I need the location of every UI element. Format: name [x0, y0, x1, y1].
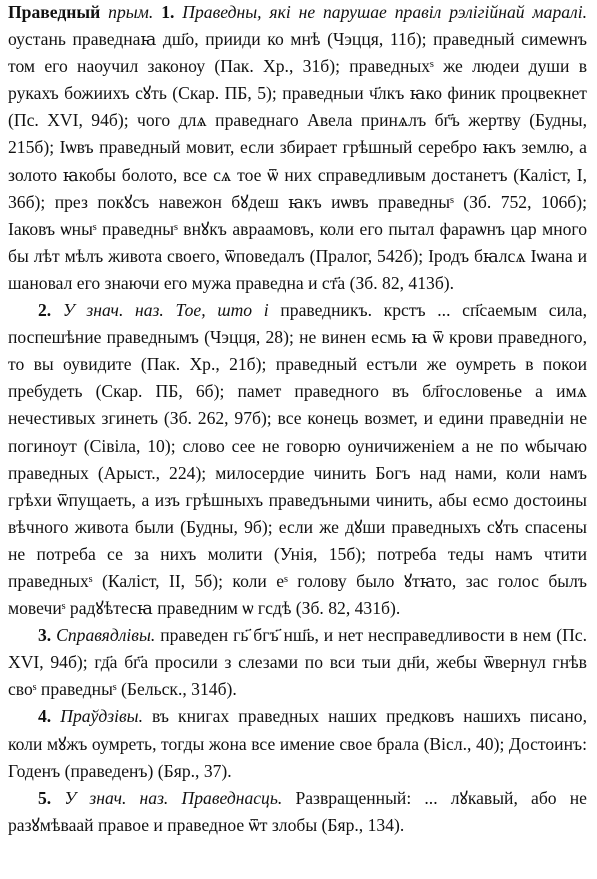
sense-5-citations: Развращенный: ... лꙋкавый, або не разꙋмѣваай правое и праведное ѿт злобы (Бяр., 134).: [8, 787, 587, 835]
sense-4-gloss: Праўдзівы.: [60, 706, 143, 727]
sense-1-gloss: Праведны, які не парушае правіл рэлігійнай маралі.: [182, 2, 587, 22]
sense-2-gloss: У знач. наз. Тое, што і: [62, 300, 269, 321]
sense-2-citations: праведникъ. крстъ ... сп҃саемым сила, поспешѣние праведнымъ (Чэцця, 28); не винен есмь ꙗ ѿ крови праведного, то вы оувидите (Пак. Хр., 21б); праведный естъли же оумреть в покои пребудеть (Скар. ПБ, 6б); памет праведного въ бл҃гословенье а имѧ нечестивых згинеть (Зб. 262, 97б); все конець возмет, и едини праведніи не погиноут (Сівіла, 10); слово сее не говорю оуничиженiем а не по ѡбычаю праведных (Арыст., 224); милосердие чинить Богъ над нами, коли намъ грѣхи ѿпущаеть, а изъ грѣшныхъ праведъными чинить, абы есмо достоины вѣчного живота были (Будны, 9б); если же дꙋши праведныхъ сꙋть спасены не потреба се за нихъ молити (Унія, 15б); потреба теды намъ чтити праведныхˢ (Каліст, II, 5б); коли еˢ голову было ꙋтꙗто, зас голос былъ мовечиˢ радꙋѣтесꙗ праведним ѡ гсдѣ (Зб. 82, 431б).: [8, 300, 587, 619]
headword: Праведный: [8, 2, 101, 22]
sense-2-number: 2.: [38, 300, 52, 321]
sense-5-gloss: У знач. наз. Праведнасць.: [64, 787, 283, 808]
sense-4-number: 4.: [38, 706, 52, 727]
sense-1-citations: оустань праведнаꙗ дш҃о, прииди ко мнѣ (Чэцця, 11б); праведный симеѡнъ том его наоучил законоу (Пак. Хр., 31б); праведныхˢ же людеи души в рукахъ божиихъ сꙋть (Скар. ПБ, 5); праведныи ч҃лкъ ꙗко финик процвекнет (Пс. XVI, 94б); чого длѧ праведнаго Авела принѧлъ бг҃ъ жертву (Будны, 215б); Iѡвъ праведный мовит, если збирает грѣшный серебро ꙗкъ землю, а золото ꙗкобы болото, все сѧ тое ѿ них справедливым достанетъ (Каліст, I, 36б); през покꙋсъ навежон бꙋдеш ꙗкъ иѡвъ праведныˢ (Зб. 752, 106б); Iаковъ ѡныˢ праведныˢ внꙋкъ авраамовъ, коли его пытал фараѡнъ цар много бы лѣт мѣлъ живота своего, ѿповедалъ (Пралог, 542б); Iродъ бꙗлсѧ Iѡана и шановал его знаючи его мужа праведна и ст҃а (Зб. 82, 413б).: [8, 29, 587, 293]
sense-1-number: 1.: [161, 2, 175, 22]
sense-3-citations: праведен гь҃ бгъ҃ нш҃ь, и нет несправедливости в нем (Пс. XVI, 94б); гд҃а бг҃а просили з слезами по вси тыи дн҃и, жебы ѿвернул гнѣв своˢ праведныˢ (Бельск., 314б).: [8, 625, 587, 700]
sense-5-paragraph: [8, 785, 587, 839]
sense-4-citations: въ книгах праведных наших предковъ нашихъ писано, коли мꙋжъ оумреть, тогды жона все имение свое брала (Вісл., 40); Достоинъ: Годенъ (праведенъ) (Бяр., 37).: [8, 706, 587, 781]
sense-3-gloss: Справядлівы.: [56, 625, 156, 646]
sense-1-paragraph: [8, 0, 587, 297]
sense-3-paragraph: [8, 622, 587, 703]
sense-3-number: 3.: [38, 625, 52, 646]
sense-5-number: 5.: [38, 787, 52, 808]
sense-2-paragraph: [8, 297, 587, 622]
sense-4-paragraph: [8, 703, 587, 784]
part-of-speech: прым.: [108, 2, 154, 22]
